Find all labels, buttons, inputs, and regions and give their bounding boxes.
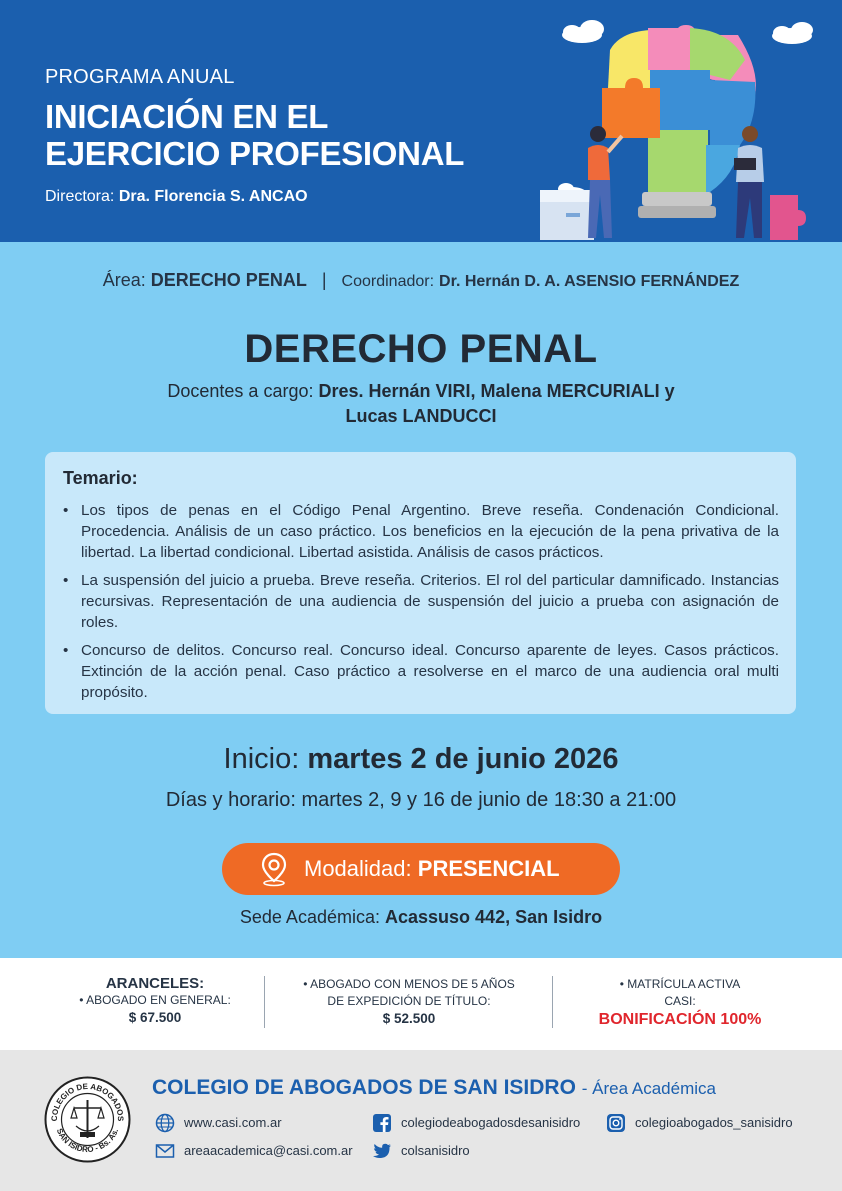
college-name-text: COLEGIO DE ABOGADOS DE SAN ISIDRO (152, 1076, 576, 1099)
puzzle-illustration (530, 10, 830, 242)
svg-text:COLEGIO DE ABOGADOS: COLEGIO DE ABOGADOS (49, 1081, 126, 1122)
modality-text (304, 856, 560, 882)
fee-member-label-line1: • MATRÍCULA ACTIVA (619, 977, 741, 991)
teachers-names-line1: Dres. Hernán VIRI, Malena MERCURIALI y (318, 381, 675, 401)
syllabus-list (63, 500, 779, 710)
mail-icon (155, 1141, 175, 1161)
facebook-link[interactable] (372, 1115, 592, 1135)
program-title-line1: INICIACIÓN EN EL (45, 98, 329, 135)
fee-member-discount: BONIFICACIÓN 100% (598, 1011, 762, 1028)
course-title: DERECHO PENAL (244, 327, 598, 371)
fee-divider (264, 976, 265, 1028)
instagram-link[interactable] (606, 1115, 806, 1135)
instagram-text: colegioabogados_sanisidro (635, 1115, 793, 1130)
college-name (152, 1076, 716, 1100)
college-seal-logo (44, 1076, 131, 1163)
program-label: PROGRAMA ANUAL (45, 66, 235, 88)
twitter-text: colsanisidro (401, 1143, 470, 1158)
schedule-days: Días y horario: martes 2, 9 y 16 de junio de 18:30 a 21:00 (165, 789, 677, 811)
program-title (45, 98, 464, 172)
website-text: www.casi.com.ar (184, 1115, 282, 1130)
facebook-icon (372, 1113, 392, 1133)
area-label: Área: (102, 270, 146, 290)
director-name: Dra. Florencia S. ANCAO (118, 188, 308, 205)
teachers (120, 379, 722, 429)
modality-label: Modalidad: (304, 856, 412, 881)
area-value: DERECHO PENAL (150, 270, 307, 290)
fee-junior-label-line2: DE EXPEDICIÓN DE TÍTULO: (327, 994, 491, 1008)
start-date: martes 2 de junio 2026 (307, 743, 619, 775)
syllabus-item: • La suspensión del juicio a prueba. Breve reseña. Criterios. El rol del particular damnificado. Instancias recursivas. Representación de una audiencia de suspensión del juicio a prueba con asignación de roles. (63, 570, 779, 633)
area-line (0, 270, 842, 291)
fee-junior-price: $ 52.500 (382, 1011, 436, 1026)
coordinator-label: Coordinador: (341, 273, 435, 290)
area-separator: | (321, 270, 327, 290)
college-suffix: - Área Académica (581, 1079, 716, 1098)
location-pin-icon (258, 851, 290, 887)
syllabus-heading: Temario: (63, 468, 138, 488)
fee-general-label: • ABOGADO EN GENERAL: (79, 993, 231, 1007)
teachers-label: Docentes a cargo: (167, 381, 314, 401)
fee-member-label-line2: CASI: (664, 994, 696, 1008)
fees-section (0, 958, 842, 1050)
coordinator-name: Dr. Hernán D. A. ASENSIO FERNÁNDEZ (439, 273, 740, 290)
fee-general (60, 976, 250, 1026)
syllabus-item: • Concurso de delitos. Concurso real. Concurso ideal. Concurso aparente de leyes. Casos prácticos. Extinción de la acción penal. Caso práctico a resolverse en el marco de una audiencia oral multi propósito. (63, 640, 779, 703)
email-text: areaacademica@casi.com.ar (184, 1143, 353, 1158)
syllabus-box (45, 452, 796, 714)
fee-divider (552, 976, 553, 1028)
twitter-link[interactable] (372, 1143, 482, 1163)
modality-value: PRESENCIAL (417, 856, 560, 881)
instagram-icon (606, 1113, 626, 1133)
teachers-names-line2: Lucas LANDUCCI (345, 406, 497, 426)
fee-junior-label-line1: • ABOGADO CON MENOS DE 5 AÑOS (303, 977, 515, 991)
venue-line (0, 907, 842, 928)
facebook-text: colegiodeabogadosdesanisidro (401, 1115, 581, 1130)
venue-value: Acassuso 442, San Isidro (385, 907, 603, 927)
globe-icon (155, 1113, 175, 1133)
program-title-line2: EJERCICIO PROFESIONAL (45, 135, 465, 172)
fee-general-price: $ 67.500 (128, 1010, 182, 1025)
twitter-icon (372, 1141, 392, 1161)
email-link[interactable] (155, 1143, 370, 1163)
fees-heading: ARANCELES: (105, 975, 205, 992)
fee-member (568, 976, 792, 1030)
fee-junior (280, 976, 538, 1027)
venue-label: Sede Académica: (239, 907, 380, 927)
director-line (45, 188, 308, 206)
website-link[interactable] (155, 1115, 345, 1135)
start-date-line (0, 743, 842, 776)
syllabus-item: • Los tipos de penas en el Código Penal Argentino. Breve reseña. Condenación Condicional. Procedencia. Análisis de un caso práctico. Los beneficios en la ejecución de la pena privativa de la libertad. La libertad condicional. Libertad asistida. Análisis de casos prácticos. (63, 500, 779, 563)
director-label: Directora: (45, 188, 115, 205)
svg-text:SAN ISIDRO - Bs. As.: SAN ISIDRO - Bs. As. (54, 1127, 121, 1155)
modality-badge (222, 843, 620, 895)
start-label: Inicio: (223, 743, 300, 775)
